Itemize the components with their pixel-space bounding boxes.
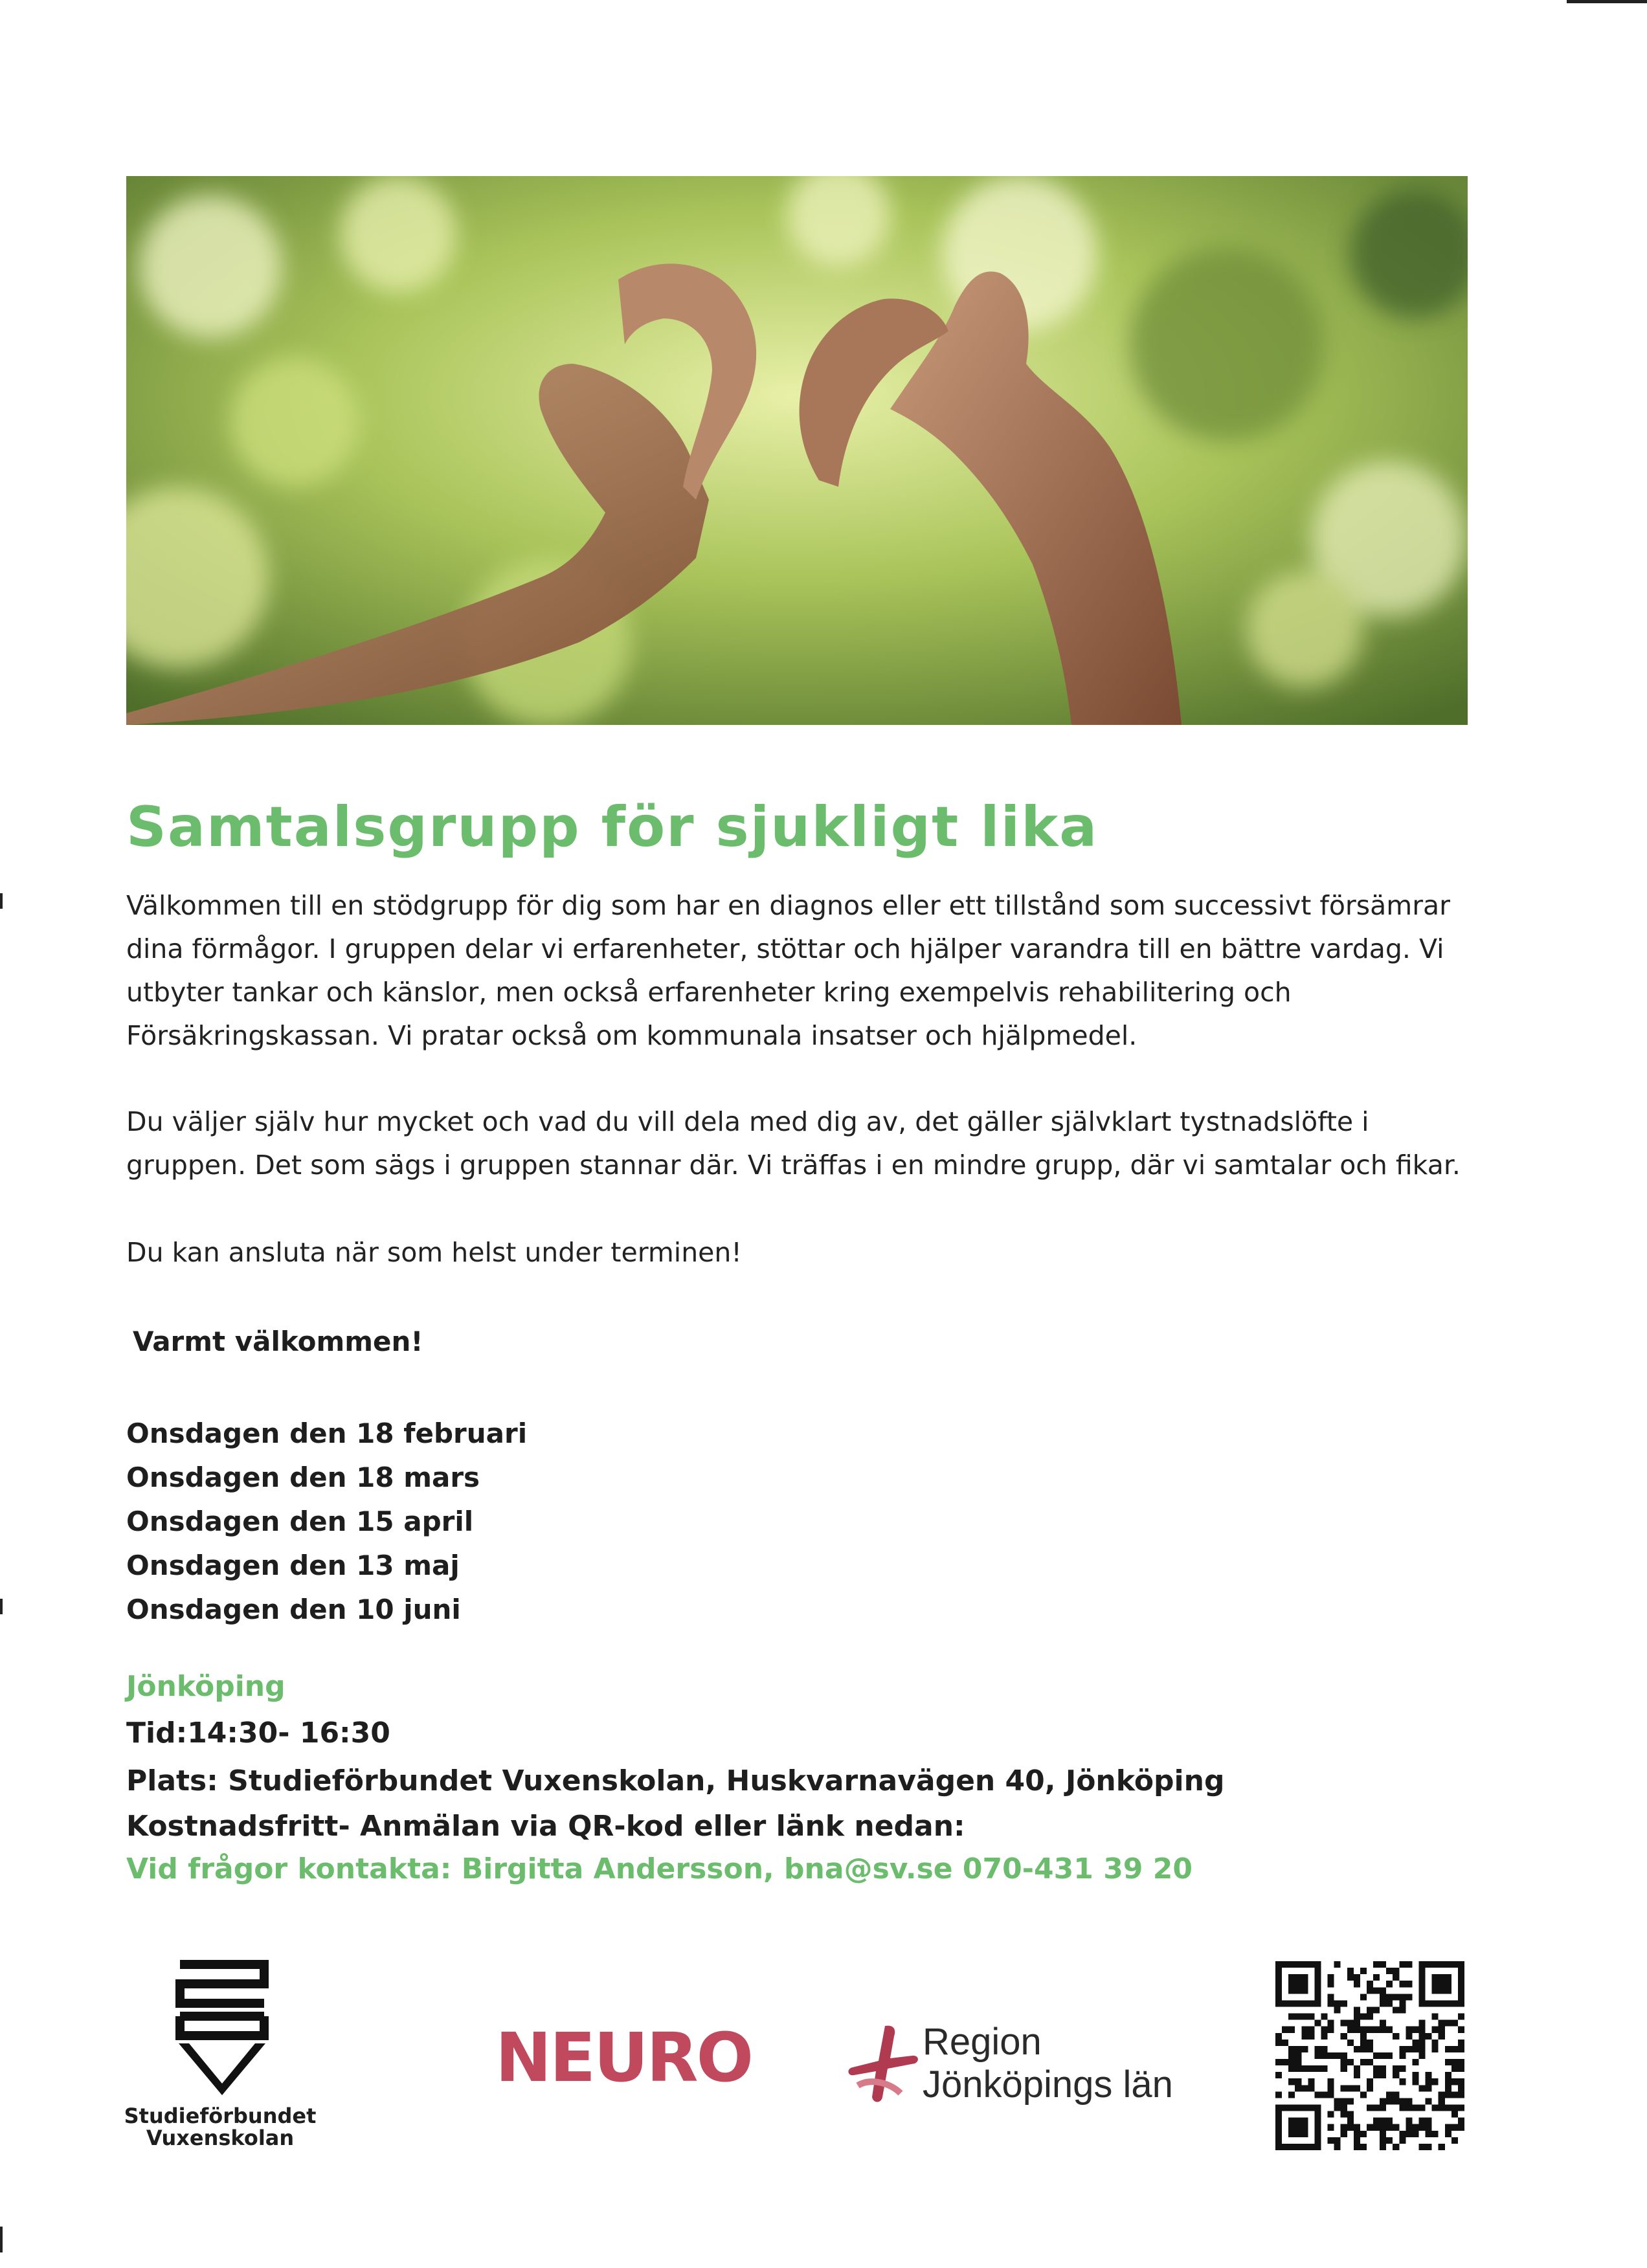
qr-code-icon[interactable]	[1275, 1961, 1464, 2150]
region-logo-line1: Region	[923, 2021, 1042, 2063]
city-heading: Jönköping	[126, 1670, 286, 1703]
sv-logo-line2: Vuxenskolan	[146, 2126, 295, 2150]
sv-logo-text	[110, 2105, 330, 2149]
date-item: Onsdagen den 18 februari	[126, 1418, 528, 1449]
join-anytime-text: Du kan ansluta när som helst under terminen!	[126, 1237, 742, 1268]
welcome-text: Varmt välkommen!	[133, 1326, 423, 1357]
confidentiality-paragraph: Du väljer själv hur mycket och vad du vill dela med dig av, det gäller självklart tystnadslöfte i gruppen. Det som sägs i gruppen stannar där. Vi träffas i en mindre grupp, där vi samtalar och fikar.	[126, 1106, 1461, 1181]
hero-photo	[126, 176, 1468, 725]
registration-text: Kostnadsfritt- Anmälan via QR-kod eller länk nedan:	[126, 1810, 965, 1843]
scan-edge-mark	[0, 2227, 3, 2252]
place-text: Plats: Studieförbundet Vuxenskolan, Huskvarnavägen 40, Jönköping	[126, 1764, 1225, 1797]
contact-text: Vid frågor kontakta: Birgitta Andersson, bna@sv.se 070-431 39 20	[126, 1852, 1193, 1885]
sv-logo-line1: Studieförbundet	[124, 2104, 317, 2128]
region-logo-icon	[845, 2021, 923, 2105]
scan-edge-mark	[0, 1599, 3, 1614]
neuro-logo: NEURO	[495, 2018, 752, 2097]
page-title: Samtalsgrupp för sjukligt lika	[126, 795, 1099, 860]
sv-logo-icon	[174, 1958, 271, 2097]
date-item: Onsdagen den 13 maj	[126, 1550, 460, 1581]
intro-paragraph: Välkommen till en stödgrupp för dig som har en diagnos eller ett tillstånd som successivt försämrar dina förmågor. I gruppen delar vi erfarenheter, stöttar och hjälper varandra till en bättre vardag. Vi utbyter tankar och känslor, men också erfarenheter kring exempelvis rehabilitering och Försäkringskassan. Vi pratar också om kommunala insatser och hjälpmedel.	[126, 890, 1451, 1051]
date-item: Onsdagen den 10 juni	[126, 1594, 461, 1625]
date-item: Onsdagen den 18 mars	[126, 1462, 480, 1493]
time-text: Tid:14:30- 16:30	[126, 1717, 390, 1750]
date-item: Onsdagen den 15 april	[126, 1506, 474, 1537]
scan-edge-mark	[0, 893, 3, 909]
scan-edge-mark	[1567, 0, 1647, 3]
region-logo-text	[923, 2021, 1173, 2106]
region-logo-line2: Jönköpings län	[923, 2063, 1173, 2106]
